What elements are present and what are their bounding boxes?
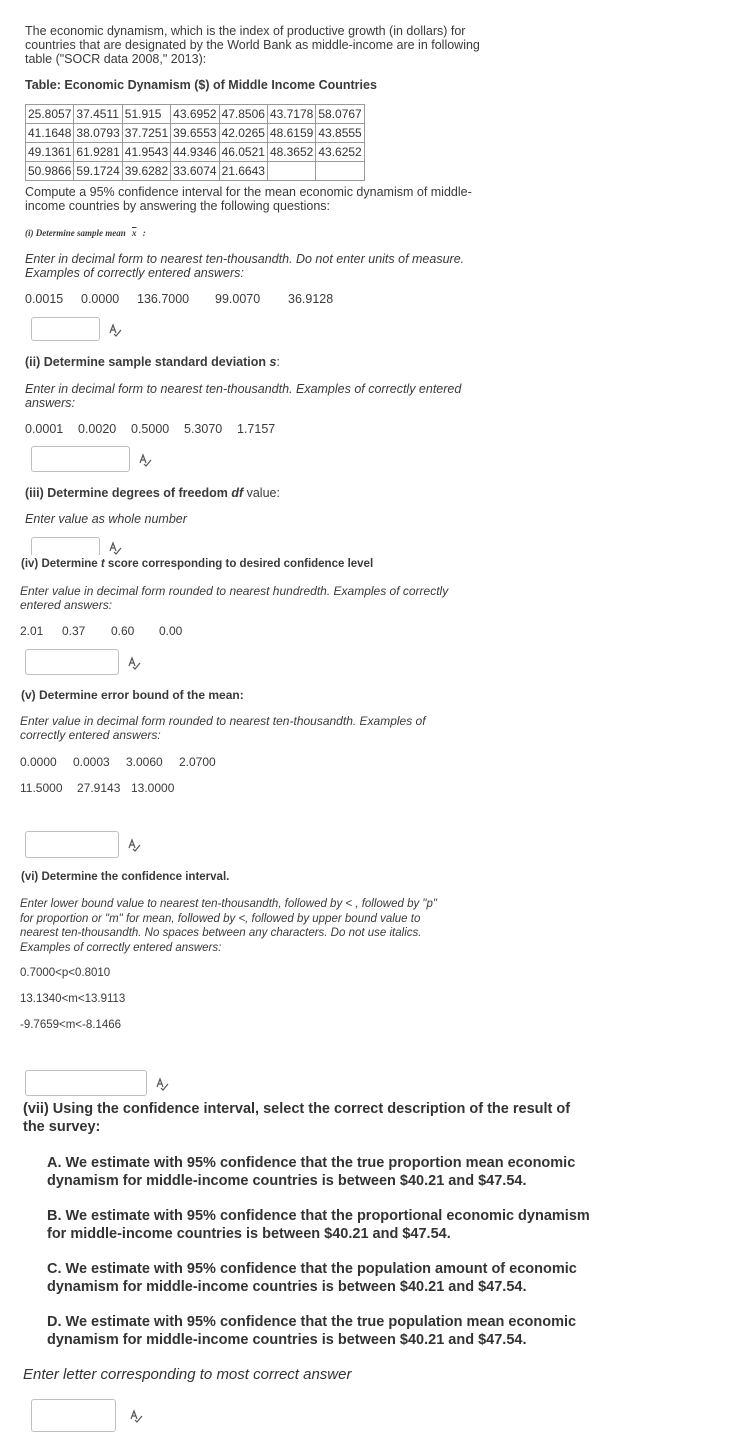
instr-line: entered answers: — [20, 598, 113, 612]
instr-line: nearest ten-thousandth. No spaces between any characters. Do not use italics. — [20, 927, 422, 939]
option-line: C. We estimate with 95% confidence that the population amount of economic — [47, 1261, 577, 1277]
answer-letter-input[interactable] — [31, 1399, 116, 1432]
s-symbol: s — [269, 355, 277, 369]
spell-check-icon[interactable] — [108, 541, 122, 555]
example-answer: 36.9128 — [288, 292, 334, 306]
option-c — [47, 1260, 577, 1296]
example-answer: 0.00 — [159, 624, 183, 638]
example-answer: 0.0001 — [25, 422, 64, 436]
intro-line: table ("SOCR data 2008," 2013): — [25, 52, 207, 66]
intro-line: The economic dynamism, which is the index of productive growth (in dollars) for — [25, 24, 466, 38]
q4-heading-suffix: score corresponding to desired confidence level — [104, 558, 374, 570]
example-answer: 1.7157 — [237, 422, 276, 436]
x-bar-symbol: $\overline{x}$ — [132, 228, 137, 238]
example-answer: 136.7000 — [137, 292, 190, 306]
q1-colon: : — [142, 228, 146, 238]
df-input[interactable] — [31, 537, 100, 555]
option-line: A. We estimate with 95% confidence that the true proportion mean economic — [47, 1155, 576, 1171]
example-answer: 11.5000 — [20, 781, 63, 795]
df-symbol: df — [231, 486, 244, 500]
spell-check-icon[interactable] — [155, 1077, 169, 1091]
compute-text — [25, 185, 725, 213]
error-bound-input[interactable] — [25, 831, 119, 858]
table-cell: 21.6643 — [219, 162, 267, 181]
q1-heading — [25, 228, 146, 238]
example-answer: 99.0070 — [215, 292, 261, 306]
table-cell: 39.6282 — [122, 162, 170, 181]
q6-heading: (vi) Determine the confidence interval. — [21, 871, 230, 883]
heading-line: (vii) Using the confidence interval, select the correct description of the result of — [23, 1101, 571, 1117]
example-answer: 13.0000 — [131, 781, 175, 795]
q1-instructions — [25, 252, 464, 280]
table-cell — [267, 162, 315, 181]
example-answer: 2.0700 — [179, 755, 216, 769]
example-answer: 0.0000 — [20, 755, 57, 769]
example-answer: 0.5000 — [131, 422, 170, 436]
q2-heading — [25, 355, 280, 369]
table-cell: 37.4511 — [74, 105, 122, 124]
instr-line: Enter in decimal form to nearest ten-thousandth. Examples of correctly entered — [25, 382, 462, 396]
q3-heading-text: (iii) Determine degrees of freedom — [25, 486, 228, 500]
table-row — [26, 105, 365, 124]
table-cell: 43.7178 — [267, 105, 315, 124]
table-cell: 38.0793 — [74, 124, 122, 143]
std-dev-input[interactable] — [31, 446, 130, 472]
table-row — [26, 162, 365, 181]
table-cell: 50.9866 — [26, 162, 74, 181]
option-a — [47, 1154, 575, 1190]
table-row — [26, 124, 365, 143]
option-line: dynamism for middle-income countries is between $40.21 and $47.54. — [47, 1279, 527, 1295]
table-cell: 61.9281 — [74, 143, 122, 162]
compute-line: income countries by answering the following questions: — [25, 199, 331, 213]
table-cell: 41.1648 — [26, 124, 74, 143]
spell-check-icon[interactable] — [108, 323, 122, 337]
instr-line: Enter in decimal form to nearest ten-thousandth. Do not enter units of measure. — [25, 252, 465, 266]
q7-heading — [23, 1100, 570, 1136]
data-table — [25, 104, 365, 181]
example-answer: 2.01 — [20, 624, 44, 638]
instr-line: Enter lower bound value to nearest ten-thousandth, followed by < , followed by "p" — [20, 898, 437, 910]
q4-heading-text: (iv) Determine — [21, 558, 98, 570]
instr-line: Enter value in decimal form rounded to nearest ten-thousandth. Examples of — [20, 714, 426, 728]
intro-text — [25, 24, 725, 66]
option-line: for middle-income countries is between $40.21 and $47.54. — [47, 1226, 451, 1242]
table-row — [26, 143, 365, 162]
table-cell: 44.9346 — [171, 143, 219, 162]
compute-line: Compute a 95% confidence interval for the mean economic dynamism of middle- — [25, 185, 472, 199]
example-answer: 27.9143 — [77, 781, 121, 795]
t-symbol: t — [100, 558, 105, 570]
table-cell: 43.6952 — [171, 105, 219, 124]
q6-instructions — [20, 897, 437, 955]
heading-line: the survey: — [23, 1119, 101, 1135]
instr-line: Enter value in decimal form rounded to nearest hundredth. Examples of correctly — [20, 584, 449, 598]
example-answer: 13.1340<m<13.9113 — [20, 993, 126, 1005]
q4-instructions — [20, 584, 448, 612]
instr-line: answers: — [25, 396, 76, 410]
table-cell: 46.0521 — [219, 143, 267, 162]
example-answer: 0.60 — [111, 624, 135, 638]
q2-colon: : — [276, 355, 280, 369]
intro-line: countries that are designated by the World Bank as middle-income are in following — [25, 38, 480, 52]
q7-instructions: Enter letter corresponding to most correct answer — [23, 1366, 352, 1383]
table-cell: 37.7251 — [122, 124, 170, 143]
example-answer: 5.3070 — [184, 422, 223, 436]
example-answer: 0.0020 — [78, 422, 117, 436]
table-cell: 48.6159 — [267, 124, 315, 143]
example-answer: 0.0000 — [81, 292, 120, 306]
instr-line: Examples of correctly entered answers: — [20, 941, 222, 954]
table-cell: 43.8555 — [316, 124, 364, 143]
option-line: dynamism for middle-income countries is between $40.21 and $47.54. — [47, 1173, 527, 1189]
q3-heading — [25, 486, 280, 500]
example-answer: 0.0015 — [25, 292, 64, 306]
confidence-interval-input[interactable] — [25, 1070, 147, 1096]
instr-line: correctly entered answers: — [20, 728, 161, 742]
example-answer: 0.37 — [62, 624, 86, 638]
table-cell: 33.6074 — [171, 162, 219, 181]
q3-heading-suffix: value: — [243, 486, 280, 500]
spell-check-icon[interactable] — [138, 453, 152, 467]
q2-instructions — [25, 382, 461, 410]
q5-instructions — [20, 714, 426, 742]
table-cell: 59.1724 — [74, 162, 122, 181]
example-answer: 0.7000<p<0.8010 — [20, 967, 111, 979]
instr-line: Examples of correctly entered answers: — [25, 266, 244, 280]
table-cell: 39.6553 — [171, 124, 219, 143]
spell-check-icon[interactable] — [129, 1409, 143, 1423]
table-cell: 42.0265 — [219, 124, 267, 143]
mean-input[interactable] — [31, 317, 100, 341]
q4-heading — [21, 558, 373, 570]
option-line: D. We estimate with 95% confidence that the true population mean economic — [47, 1314, 577, 1330]
spell-check-icon[interactable] — [127, 656, 141, 670]
option-d — [47, 1313, 576, 1349]
option-line: B. We estimate with 95% confidence that the proportional economic dynamism — [47, 1208, 590, 1224]
example-answer: 3.0060 — [126, 755, 163, 769]
table-cell: 49.1361 — [26, 143, 74, 162]
table-cell: 47.8506 — [219, 105, 267, 124]
instr-line: for proportion or "m" for mean, followed by <, followed by upper bound value to — [20, 912, 421, 925]
option-b — [47, 1207, 590, 1243]
table-cell — [316, 162, 364, 181]
table-cell: 25.8057 — [26, 105, 74, 124]
table-cell: 48.3652 — [267, 143, 315, 162]
option-line: dynamism for middle-income countries is between $40.21 and $47.54. — [47, 1332, 527, 1348]
q5-heading: (v) Determine error bound of the mean: — [21, 688, 244, 702]
q2-heading-text: (ii) Determine sample standard deviation — [25, 355, 267, 369]
table-cell: 58.0767 — [316, 105, 364, 124]
example-answer: 0.0003 — [73, 755, 110, 769]
table-caption: Table: Economic Dynamism ($) of Middle Income Countries — [25, 78, 377, 92]
table-cell: 51.915 — [122, 105, 170, 124]
spell-check-icon[interactable] — [127, 838, 141, 852]
t-score-input[interactable] — [25, 649, 119, 675]
q1-heading-text: (i) Determine sample mean — [25, 228, 126, 238]
table-cell: 43.6252 — [316, 143, 364, 162]
q3-instructions: Enter value as whole number — [25, 512, 187, 526]
table-cell: 41.9543 — [122, 143, 170, 162]
example-answer: -9.7659<m<-8.1466 — [20, 1019, 122, 1031]
